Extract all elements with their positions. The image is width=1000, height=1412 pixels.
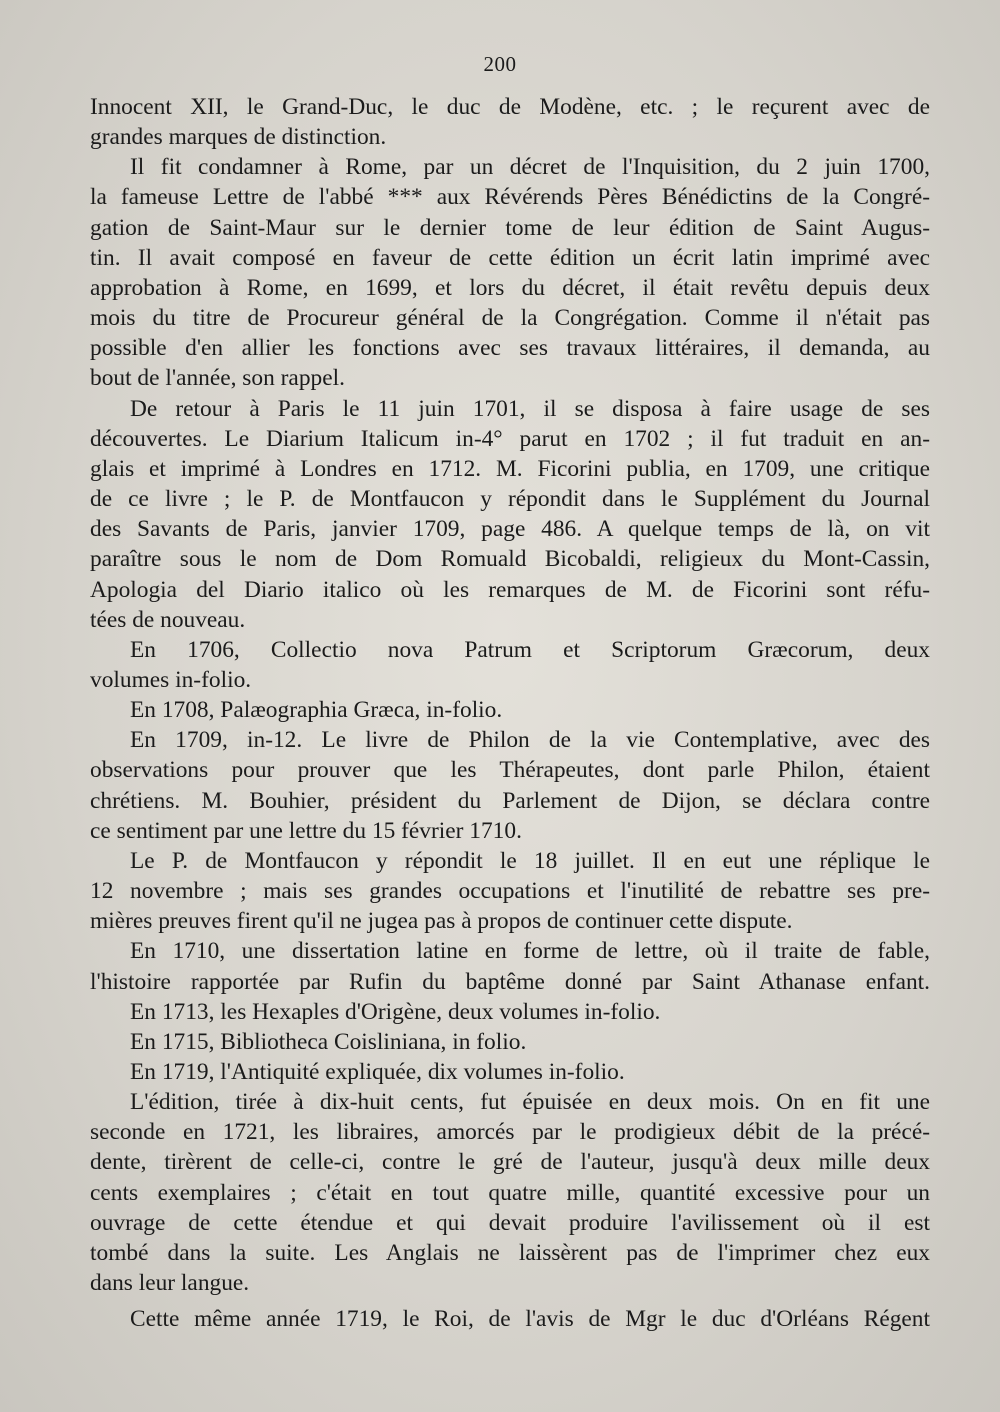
text-line: En 1708, Palæographia Græca, in-folio. bbox=[130, 697, 503, 724]
text-line: dans leur langue. bbox=[90, 1270, 250, 1297]
paragraph bbox=[90, 1057, 930, 1087]
text-line: En 1719, l'Antiquité expliquée, dix volumes in-folio. bbox=[130, 1059, 625, 1085]
text-line: l'histoire rapportée par Rufin du baptême donné par Saint Athanase enfant. bbox=[90, 968, 930, 995]
page-number: 200 bbox=[483, 52, 517, 76]
paragraph bbox=[90, 1027, 930, 1057]
paragraph bbox=[90, 92, 930, 152]
paragraph bbox=[90, 394, 930, 635]
text-line: paraître sous le nom de Dom Romuald Bicobaldi, religieux du Mont-Cassin, bbox=[90, 546, 930, 573]
text-line: En 1710, une dissertation latine en forme de lettre, où il traite de fable, bbox=[130, 938, 930, 965]
text-line: Cette même année 1719, le Roi, de l'avis de Mgr le duc d'Orléans Régent bbox=[130, 1306, 930, 1333]
text-line: En 1706, Collectio nova Patrum et Scriptorum Græcorum, deux bbox=[130, 636, 930, 663]
paragraph bbox=[90, 997, 930, 1027]
text-line: tin. Il avait composé en faveur de cette édition un écrit latin imprimé avec bbox=[90, 244, 930, 271]
paragraph bbox=[90, 695, 930, 725]
text-line: Apologia del Diario italico où les remarques de M. de Ficorini sont réfu- bbox=[90, 576, 930, 603]
text-line: glais et imprimé à Londres en 1712. M. Ficorini publia, en 1709, une critique bbox=[90, 455, 930, 482]
text-line: la fameuse Lettre de l'abbé *** aux Révérends Pères Bénédictins de la Congré- bbox=[90, 184, 930, 211]
text-line: En 1715, Bibliotheca Coisliniana, in folio. bbox=[130, 1028, 527, 1055]
text-line: observations pour prouver que les Thérapeutes, dont parle Philon, étaient bbox=[90, 757, 930, 784]
text-line: En 1709, in-12. Le livre de Philon de la vie Contemplative, avec des bbox=[130, 727, 930, 754]
text-line: cents exemplaires ; c'était en tout quatre mille, quantité excessive pour un bbox=[90, 1179, 930, 1206]
text-line: de ce livre ; le P. de Montfaucon y répondit dans le Supplément du Journal bbox=[90, 486, 930, 513]
text-line: dente, tirèrent de celle-ci, contre le gré de l'auteur, jusqu'à deux mille deux bbox=[90, 1149, 930, 1176]
text-line: ce sentiment par une lettre du 15 février 1710. bbox=[90, 817, 522, 844]
text-line: gation de Saint-Maur sur le dernier tome de leur édition de Saint Augus- bbox=[90, 214, 930, 241]
text-line: découvertes. Le Diarium Italicum in-4° parut en 1702 ; il fut traduit en an- bbox=[90, 425, 930, 452]
paragraph bbox=[90, 152, 930, 393]
text-line: volumes in-folio. bbox=[90, 666, 252, 693]
paragraph bbox=[90, 1304, 930, 1334]
text-line: mières preuves firent qu'il ne jugea pas à propos de continuer cette dispute. bbox=[90, 908, 793, 935]
text-line: Il fit condamner à Rome, par un décret de l'Inquisition, du 2 juin 1700, bbox=[130, 154, 930, 181]
text-line: bout de l'année, son rappel. bbox=[90, 365, 345, 392]
text-line: 12 novembre ; mais ses grandes occupations et l'inutilité de rebattre ses pre- bbox=[90, 878, 930, 905]
text-line: De retour à Paris le 11 juin 1701, il se disposa à faire usage de ses bbox=[130, 395, 930, 422]
paragraph bbox=[90, 1087, 930, 1298]
text-line: L'édition, tirée à dix-huit cents, fut épuisée en deux mois. On en fit une bbox=[130, 1089, 930, 1116]
body-text bbox=[90, 92, 930, 1334]
text-line: chrétiens. M. Bouhier, président du Parlement de Dijon, se déclara contre bbox=[90, 787, 930, 814]
text-line: des Savants de Paris, janvier 1709, page 486. A quelque temps de là, on vit bbox=[90, 516, 930, 543]
paragraph bbox=[90, 725, 930, 846]
text-line: tombé dans la suite. Les Anglais ne laissèrent pas de l'imprimer chez eux bbox=[90, 1239, 930, 1266]
paragraph bbox=[90, 936, 930, 996]
paragraph bbox=[90, 635, 930, 695]
text-line: En 1713, les Hexaples d'Origène, deux volumes in-folio. bbox=[130, 998, 661, 1025]
text-line: ouvrage de cette étendue et qui devait produire l'avilissement où il est bbox=[90, 1209, 930, 1236]
paragraph bbox=[90, 846, 930, 936]
text-line: approbation à Rome, en 1699, et lors du décret, il était revêtu depuis deux bbox=[90, 274, 930, 301]
text-line: possible d'en allier les fonctions avec ses travaux littéraires, il demanda, au bbox=[90, 335, 930, 362]
text-line: grandes marques de distinction. bbox=[90, 124, 387, 151]
text-line: seconde en 1721, les libraires, amorcés par le prodigieux débit de la précé- bbox=[90, 1119, 930, 1146]
text-line: mois du titre de Procureur général de la Congrégation. Comme il n'était pas bbox=[90, 305, 930, 332]
text-line: tées de nouveau. bbox=[90, 606, 246, 633]
text-line: Le P. de Montfaucon y répondit le 18 juillet. Il en eut une réplique le bbox=[130, 847, 930, 874]
text-line: Innocent XII, le Grand-Duc, le duc de Modène, etc. ; le reçurent avec de bbox=[90, 94, 930, 120]
